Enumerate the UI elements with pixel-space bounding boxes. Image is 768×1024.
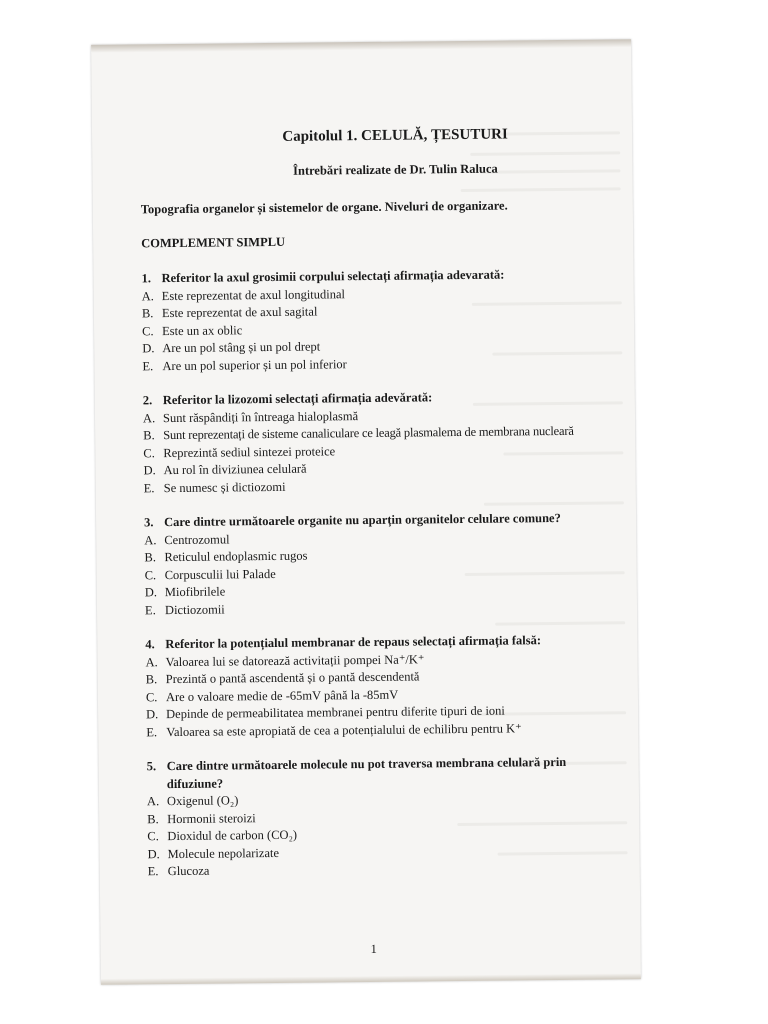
question-number: 3. — [144, 515, 154, 530]
option — [146, 719, 616, 741]
option-letter: C. — [142, 323, 154, 338]
document-page — [91, 39, 641, 985]
question-number: 1. — [141, 271, 151, 286]
option-text: Miofibrilele — [164, 584, 226, 600]
option-text: Este un ax oblic — [162, 322, 243, 338]
option-text: Oxigenul (O₂) — [166, 793, 239, 809]
option-text: Se numesc și dictiozomi — [163, 479, 286, 495]
question-number: 4. — [145, 637, 155, 652]
question-2 — [143, 387, 614, 497]
section-heading: Topografia organelor și sistemelor de organe. Niveluri de organizare. — [140, 198, 508, 217]
option-text: Este reprezentat de axul longitudinal — [161, 286, 346, 303]
question-4 — [145, 631, 616, 741]
option-text: Reticulul endoplasmic rugos — [164, 548, 308, 565]
question-3 — [144, 509, 615, 619]
option-letter: B. — [145, 672, 158, 687]
option-letter: A. — [144, 532, 157, 547]
question-5 — [147, 753, 618, 880]
chapter-title: Capitolul 1. CELULĂ, ȚESUTURI — [282, 126, 508, 145]
question-number: 5. — [146, 759, 157, 774]
question-text: Referitor la axul grosimii corpului selectați afirmația adevarată: — [161, 267, 505, 286]
question-number: 2. — [142, 393, 153, 408]
question-type-heading: COMPLEMENT SIMPLU — [141, 234, 286, 250]
page-content — [140, 125, 618, 897]
option-text: Sunt reprezentați de sisteme canaliculare ce leagă plasmalema de membrana nucleară — [163, 423, 574, 443]
option-letter: D. — [143, 463, 156, 478]
option — [144, 475, 614, 497]
option-text: Prezintă o pantă ascendentă și o pantă descendentă — [165, 669, 420, 687]
author-line: Întrebări realizate de Dr. Tulin Raluca — [293, 161, 498, 178]
option-letter: B. — [141, 306, 154, 321]
question-text: Referitor la potențialul membranar de repaus selectați afirmația falsă: — [165, 633, 542, 652]
page-number: 1 — [370, 941, 377, 956]
option-text: Valoarea sa este apropiată de cea a potențialului de echilibru pentru K⁺ — [166, 720, 522, 739]
question-stem — [147, 753, 617, 793]
option-text: Este reprezentat de axul sagital — [161, 304, 318, 321]
option-letter: E. — [147, 864, 159, 879]
option-text: Depinde de permeabilitatea membranei pentru diferite tipuri de ioni — [166, 703, 505, 722]
option-letter: B. — [147, 811, 159, 826]
option-letter: A. — [142, 410, 156, 425]
option-letter: C. — [147, 829, 159, 844]
option-text: Reprezintă sediul sintezei proteice — [163, 443, 336, 460]
question-1 — [141, 265, 612, 375]
option-letter: A. — [146, 794, 160, 809]
option-text: Are un pol superior și un pol inferior — [162, 356, 347, 373]
option-letter: B. — [143, 428, 155, 443]
question-text: Care dintre următoarele organite nu aparțin organitelor celulare comune? — [164, 510, 561, 530]
option-letter: D. — [142, 341, 155, 356]
option-letter: E. — [146, 724, 158, 739]
option-letter: C. — [145, 689, 158, 704]
option-letter: D. — [144, 585, 158, 600]
option-text: Corpusculii lui Palade — [164, 566, 276, 582]
question-text: Care dintre următoarele molecule nu pot traversa membrana celulară prin difuziune? — [166, 754, 567, 791]
option-text: Glucoza — [167, 863, 210, 879]
option-letter: E. — [144, 602, 156, 617]
option-text: Dioxidul de carbon (CO₂) — [167, 827, 298, 844]
option-text: Centrozomul — [164, 531, 230, 547]
option-text: Are un pol stâng și un pol drept — [162, 339, 321, 356]
option-letter: A. — [141, 288, 154, 303]
option-text: Au rol în diviziunea celulară — [163, 461, 307, 478]
option-text: Are o valoare medie de -65mV până la -85mV — [165, 687, 399, 704]
option-letter: D. — [147, 846, 160, 861]
option-text: Valoarea lui se datorează activitații pompei Na⁺/K⁺ — [165, 651, 425, 669]
option — [145, 597, 615, 619]
option-text: Hormonii steroizi — [167, 810, 256, 826]
option-text: Sunt răspândiți în întreaga hialoplasmă — [162, 408, 359, 425]
option-letter: B. — [144, 550, 157, 565]
option-letter: E. — [143, 480, 155, 495]
option — [142, 353, 612, 375]
option-letter: A. — [145, 654, 158, 669]
option-letter: C. — [144, 567, 157, 582]
question-text: Referitor la lizozomi selectați afirmația adevărată: — [162, 390, 433, 408]
option-letter: C. — [143, 445, 155, 460]
option-letter: D. — [146, 707, 159, 722]
option-text: Molecule nepolarizate — [167, 845, 280, 861]
option-letter: E. — [142, 358, 154, 373]
option-text: Dictiozomii — [164, 601, 225, 617]
